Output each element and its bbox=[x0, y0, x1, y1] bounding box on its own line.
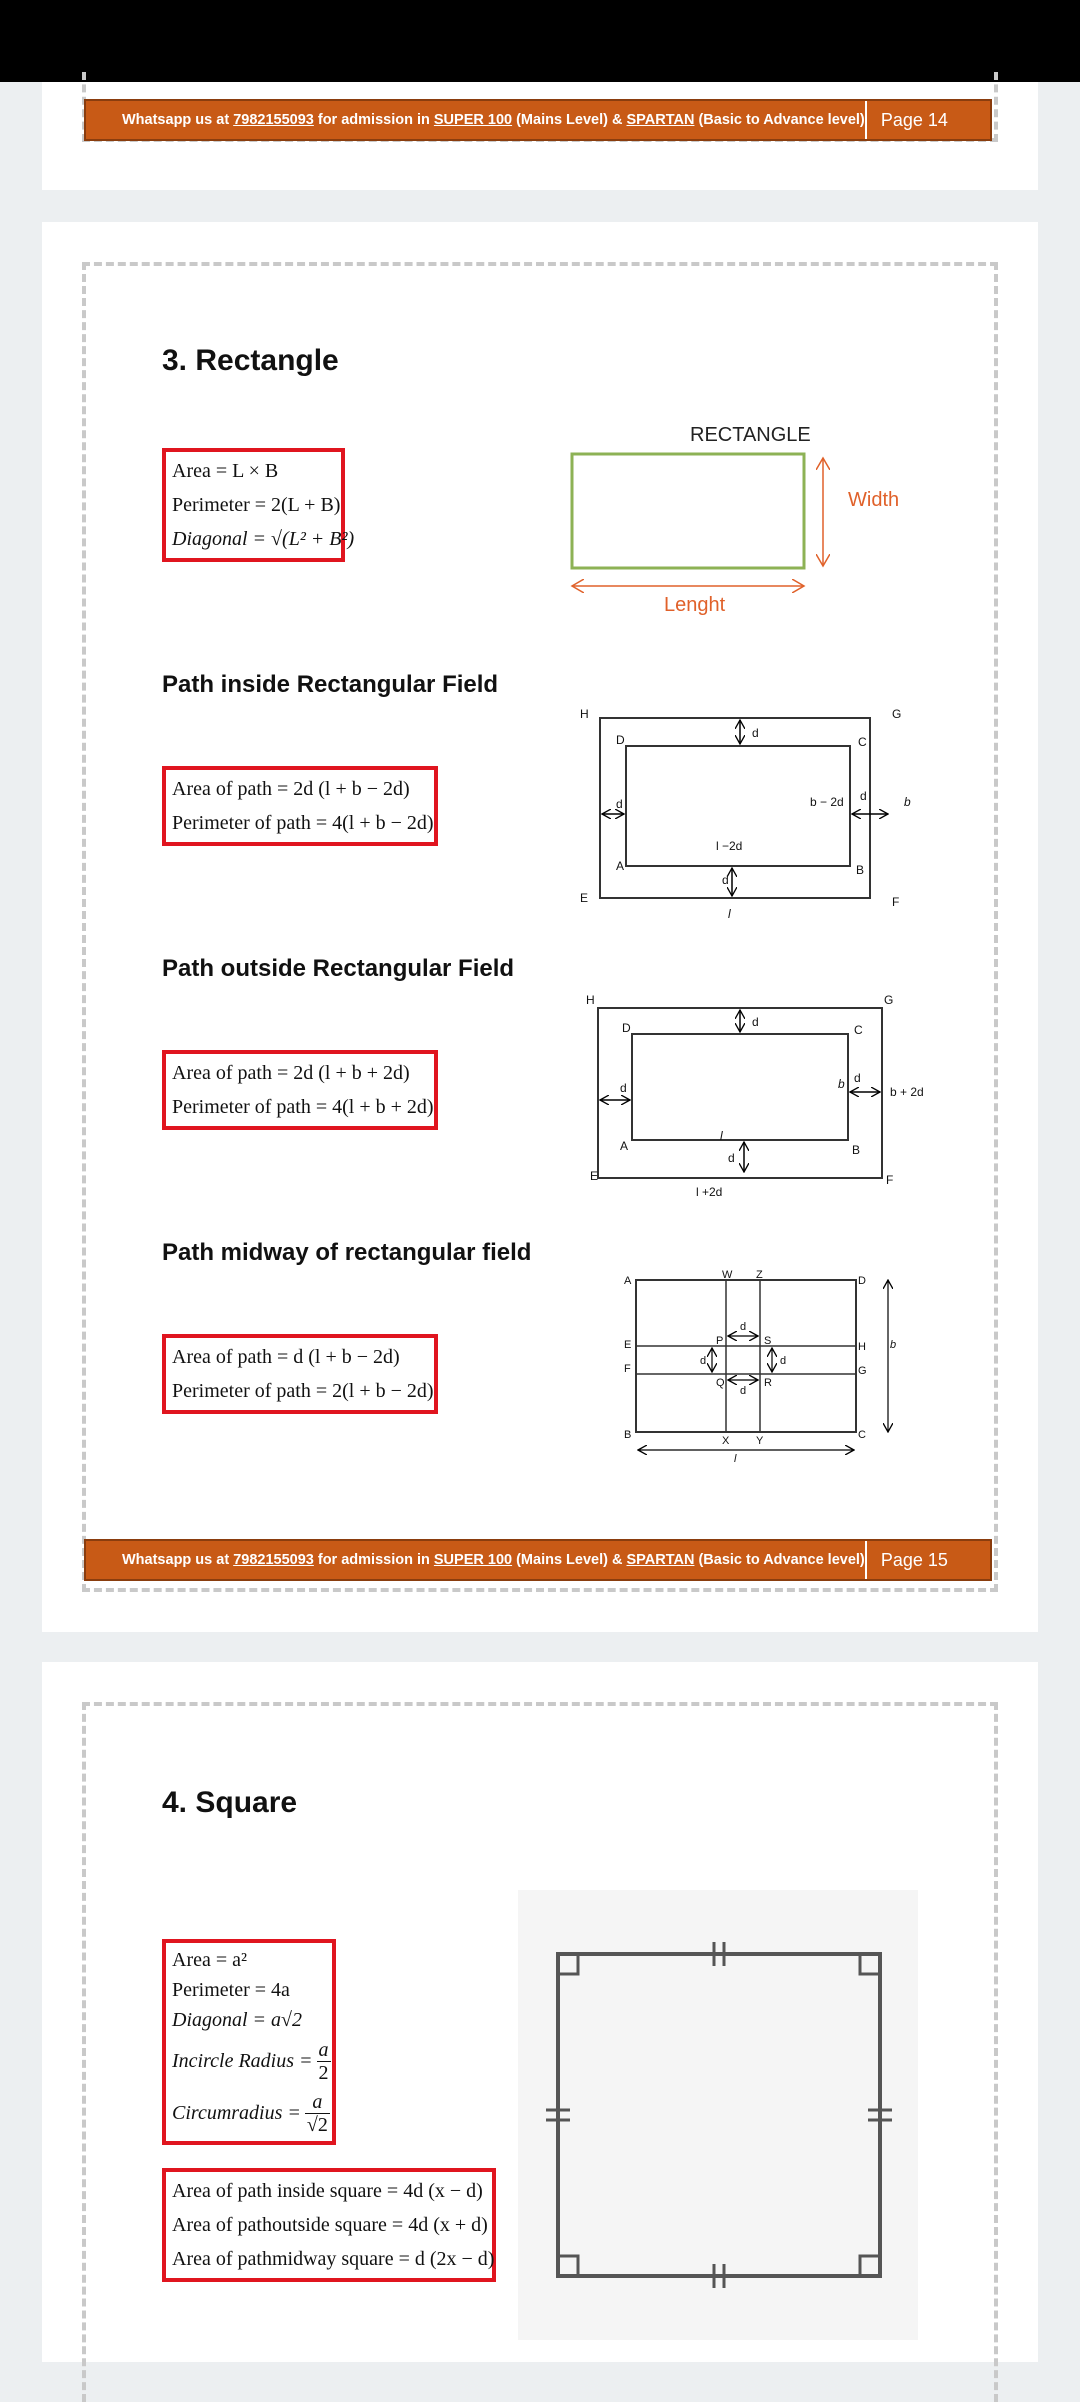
svg-text:d: d bbox=[728, 1151, 735, 1165]
page-footer bbox=[84, 99, 992, 141]
svg-text:d: d bbox=[740, 1321, 747, 1333]
svg-text:B: B bbox=[624, 1429, 632, 1441]
svg-text:S: S bbox=[764, 1335, 772, 1347]
svg-text:G: G bbox=[892, 707, 902, 721]
svg-text:C: C bbox=[854, 1023, 863, 1037]
rectangle-figure bbox=[560, 418, 940, 628]
path-outside-figure bbox=[580, 992, 940, 1202]
svg-text:P: P bbox=[716, 1335, 724, 1347]
svg-text:H: H bbox=[858, 1341, 866, 1353]
section-heading-path-inside: Path inside Rectangular Field bbox=[162, 671, 499, 698]
svg-text:W: W bbox=[722, 1269, 733, 1281]
square-path-formula-box: Area of path inside square = 4d (x − d) Area of pathoutside square = 4d (x + d) Area of pathmidway square = d (2x − d) bbox=[162, 2168, 496, 2282]
rectangle-shape bbox=[572, 454, 804, 568]
svg-text:d: d bbox=[752, 1015, 759, 1029]
length-label: Lenght bbox=[664, 594, 726, 616]
page-footer bbox=[84, 1539, 992, 1581]
svg-text:A: A bbox=[620, 1139, 629, 1153]
footer-message: Whatsapp us at 7982155093 for admission in SUPER 100 (Mains Level) & SPARTAN (Basic to Advance level) bbox=[122, 112, 865, 128]
svg-text:b − 2d: b − 2d bbox=[810, 795, 844, 809]
rectangle-formula-box: Area = L × B Perimeter = 2(L + B) Diagonal = √(L² + B²) bbox=[162, 448, 345, 562]
svg-text:d: d bbox=[752, 726, 759, 740]
svg-text:H: H bbox=[586, 993, 595, 1007]
course-link-super100[interactable]: SUPER 100 bbox=[433, 112, 513, 128]
svg-text:F: F bbox=[886, 1173, 894, 1187]
svg-text:d: d bbox=[860, 789, 867, 803]
svg-text:d: d bbox=[722, 873, 729, 887]
svg-text:b: b bbox=[838, 1077, 845, 1091]
phone-link[interactable]: 7982155093 bbox=[233, 112, 314, 128]
svg-text:A: A bbox=[616, 859, 625, 873]
svg-text:E: E bbox=[580, 891, 589, 905]
section-heading-path-midway: Path midway of rectangular field bbox=[162, 1239, 532, 1266]
square-formula-box: Area = a² Perimeter = 4a Diagonal = a√2 Incircle Radius = $\frac{a}{2}$ Circumradius = $\frac{a}{√2}$ bbox=[162, 1939, 336, 2145]
svg-text:Q: Q bbox=[716, 1377, 725, 1389]
svg-text:d: d bbox=[616, 797, 623, 811]
svg-text:H: H bbox=[580, 707, 589, 721]
svg-text:d: d bbox=[854, 1071, 861, 1085]
svg-text:d: d bbox=[700, 1355, 707, 1367]
status-bar bbox=[0, 0, 1080, 82]
svg-text:b: b bbox=[904, 795, 911, 809]
svg-text:X: X bbox=[722, 1435, 730, 1447]
svg-text:d: d bbox=[620, 1081, 627, 1095]
page-number: Page 15 bbox=[880, 1549, 948, 1570]
svg-text:E: E bbox=[624, 1339, 632, 1351]
path-outside-formula-box: Area of path = 2d (l + b + 2d) Perimeter of path = 4(l + b + 2d) bbox=[162, 1050, 438, 1130]
svg-text:C: C bbox=[858, 1429, 866, 1441]
svg-text:B: B bbox=[852, 1143, 861, 1157]
path-midway-formula-box: Area of path = d (l + b − 2d) Perimeter of path = 2(l + b − 2d) bbox=[162, 1334, 438, 1414]
course-link-spartan[interactable]: SPARTAN bbox=[626, 112, 695, 128]
svg-text:l −2d: l −2d bbox=[716, 839, 743, 853]
svg-text:G: G bbox=[884, 993, 894, 1007]
svg-text:d: d bbox=[740, 1385, 747, 1397]
svg-text:C: C bbox=[858, 735, 867, 749]
svg-text:l: l bbox=[734, 1453, 737, 1465]
section-heading-path-outside: Path outside Rectangular Field bbox=[162, 955, 515, 982]
phone-link[interactable]: 7982155093 bbox=[233, 1552, 314, 1568]
svg-text:l: l bbox=[720, 1129, 723, 1143]
svg-text:b: b bbox=[890, 1339, 897, 1351]
footer-message: Whatsapp us at 7982155093 for admission in SUPER 100 (Mains Level) & SPARTAN (Basic to Advance level) bbox=[122, 1552, 865, 1568]
path-inside-formula-box: Area of path = 2d (l + b − 2d) Perimeter of path = 4(l + b − 2d) bbox=[162, 766, 438, 846]
svg-text:E: E bbox=[590, 1169, 599, 1183]
svg-text:D: D bbox=[616, 733, 625, 747]
svg-text:Z: Z bbox=[756, 1269, 763, 1281]
svg-text:F: F bbox=[624, 1363, 631, 1375]
course-link-spartan[interactable]: SPARTAN bbox=[626, 1552, 695, 1568]
svg-text:B: B bbox=[856, 863, 865, 877]
path-midway-figure bbox=[616, 1266, 936, 1466]
section-heading-rectangle: 3. Rectangle bbox=[162, 344, 339, 377]
svg-text:F: F bbox=[892, 895, 900, 909]
svg-text:D: D bbox=[858, 1275, 866, 1287]
svg-text:l: l bbox=[728, 907, 731, 921]
course-link-super100[interactable]: SUPER 100 bbox=[433, 1552, 513, 1568]
page-number: Page 14 bbox=[880, 109, 948, 130]
svg-text:R: R bbox=[764, 1377, 772, 1389]
section-heading-square: 4. Square bbox=[162, 1786, 298, 1819]
width-label: Width bbox=[848, 489, 900, 511]
svg-text:D: D bbox=[622, 1021, 631, 1035]
svg-text:l +2d: l +2d bbox=[696, 1185, 723, 1199]
svg-text:G: G bbox=[858, 1365, 867, 1377]
rectangle-figure-title: RECTANGLE bbox=[690, 424, 811, 446]
square-figure bbox=[518, 1890, 918, 2340]
svg-text:d: d bbox=[780, 1355, 787, 1367]
svg-text:b + 2d: b + 2d bbox=[890, 1085, 924, 1099]
svg-text:Y: Y bbox=[756, 1435, 764, 1447]
path-inside-figure bbox=[570, 702, 920, 922]
svg-text:A: A bbox=[624, 1275, 632, 1287]
